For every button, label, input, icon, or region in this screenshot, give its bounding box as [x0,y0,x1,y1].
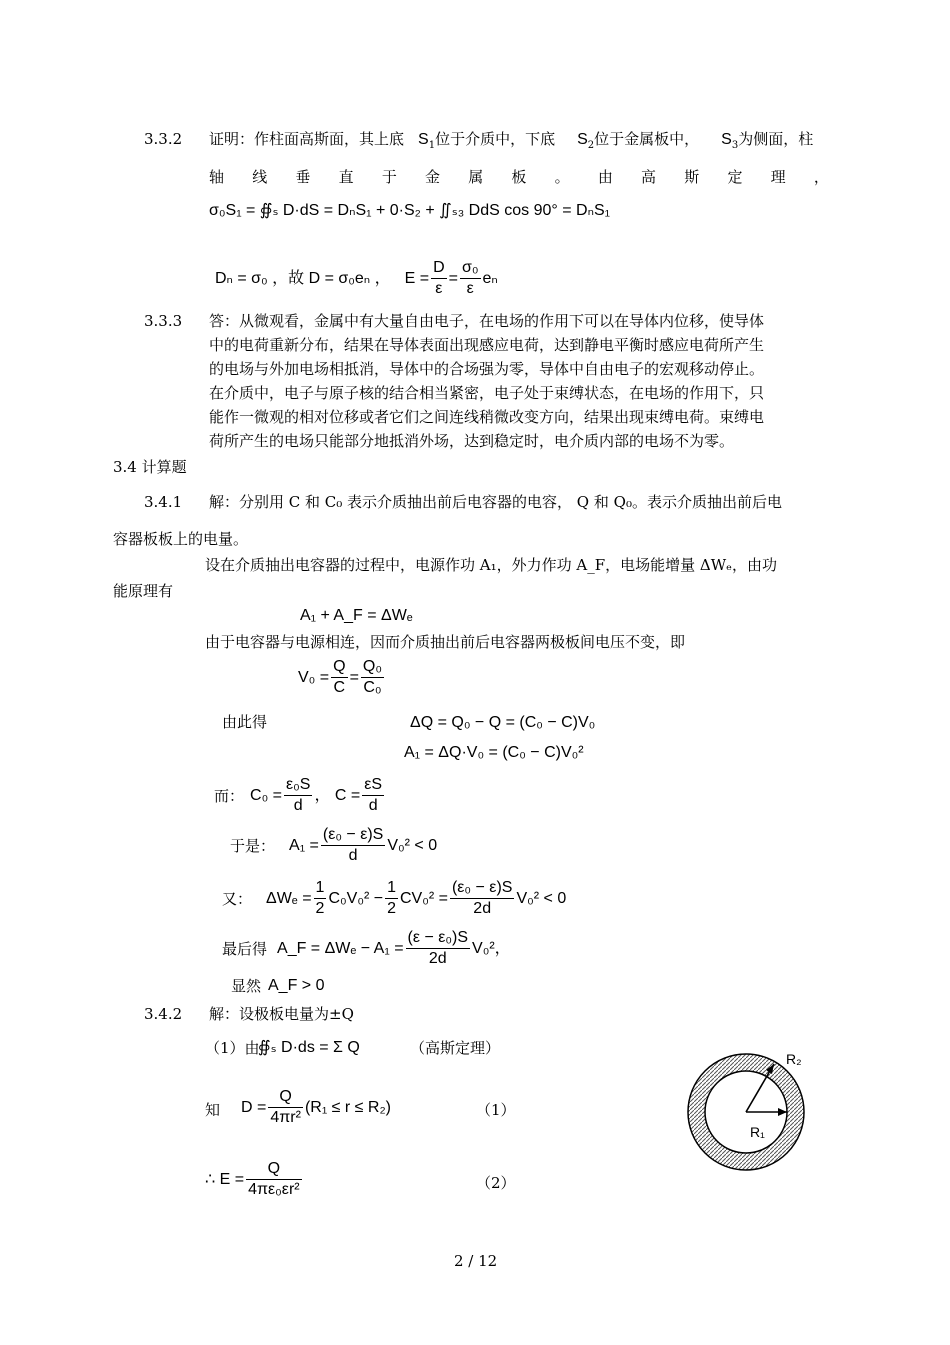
solution-3-4-2-line-1: 解：设极板电量为±Q [209,1005,354,1023]
page-number: 2 / 12 [454,1252,498,1270]
know-label: 知 [205,1101,221,1119]
gauss-law-equation: ∯ₛ D·ds = Σ Q [258,1039,360,1056]
gauss-law-note: （高斯定理） [410,1039,501,1057]
justified-char: 于 [381,168,397,186]
voltage-equation: V₀ = $\frac{Q}{C}$ = $\frac{\text{Q₀}}{\text{C₀}}$ [298,658,382,696]
conclusion-label: 显然 [231,977,262,995]
proof-line-1: 证明：作柱面高斯面，其上底 $S_1$位于介质中，下底 $S_2$位于金属板中， $S_3$为侧面，柱 [209,130,814,151]
work-energy-equation: A₁ + A_F = ΔWₑ [300,607,413,624]
solution-line-5: 由于电容器与电源相连，因而介质抽出前后电容器两极板间电压不变，即 [205,633,686,651]
justified-char: 斯 [684,168,700,186]
justified-char: 板 [511,168,527,186]
external-work-equation: 最后得 A_F = ΔWₑ − A₁ = $\frac{\text{(ε − ε₀)S}}{2d}$ V₀²， [222,929,511,967]
equation-tag-1: （1） [476,1101,516,1119]
solution-line-1: 解：分别用 C 和 C₀ 表示介质抽出前后电容器的电容， Q 和 Q₀。表示介质抽出前后电 [209,493,782,511]
derive-label: 由此得 [222,713,268,731]
section-number-3-4-1: 3.4.1 [144,493,183,511]
section-heading-3-4: 3.4 计算题 [113,458,187,476]
justified-char: 轴 [209,168,225,186]
r2-label: R₂ [786,1051,802,1067]
field-equation: Dₙ = σ₀ ，故 D = σ₀eₙ ， E = $\frac{D}{\varepsilon}$ = $\frac{\text{σ₀}}{\varepsilon}$ eₙ [215,259,498,297]
proof-line-2-justified [209,166,829,187]
solution-line-3: 设在介质抽出电容器的过程中，电源作功 A₁，外力作功 A_F，电场能增量 ΔWₑ，由功 [205,556,777,574]
justified-char: 由 [597,168,613,186]
solution-line-4: 能原理有 [113,582,174,600]
section-number-3-3-3: 3.3.3 [144,312,183,330]
justified-char: 属 [468,168,484,186]
justified-char: 直 [338,168,354,186]
justified-char: 理 [770,168,786,186]
justified-char: ， [813,168,829,186]
justified-char: 。 [554,168,570,186]
energy-change-equation: 又： ΔWₑ = $\frac{1}{2}$ C₀V₀² − $\frac{1}{2}$ CV₀² = $\frac{\text{(ε₀ − ε)S}}{2d}$ V₀² < 0 [222,879,567,917]
equation-tag-2: （2） [476,1174,516,1192]
af-positive: A_F > 0 [268,977,325,994]
gauss-step-label: （1）由 [205,1039,260,1057]
delta-q-equation: ΔQ = Q₀ − Q = (C₀ − C)V₀ [410,714,596,731]
capacitance-equation: 而： C₀ = $\frac{\text{ε₀S}}{d}$ ， C = $\frac{\varepsilon S}{d}$ [214,776,383,814]
justified-char: 高 [641,168,657,186]
justified-char: 线 [252,168,268,186]
a1-result-equation: 于是： A₁ = $\frac{\text{(ε₀ − ε)S}}{d}$ V₀² < 0 [230,826,438,864]
justified-char: 金 [425,168,441,186]
d-field-equation: D = $\frac{Q}{\text{4πr²}}$ (R₁ ≤ r ≤ R₂) [241,1088,391,1126]
solution-line-2: 容器板板上的电量。 [113,530,249,548]
gauss-equation: σ₀S₁ = ∯ₛ D·dS = DₙS₁ + 0·S₂ + ∬ₛ₃ DdS cos 90° = DₙS₁ [209,202,611,219]
answer-paragraph-3-3-3: 答：从微观看，金属中有大量自由电子，在电场的作用下可以在导体内位移，使导体中的电荷重新分布，结果在导体表面出现感应电荷，达到静电平衡时感应电荷所产生的电场与外加电场相抵消，导体中的合场强为零，导体中自由电子的宏观移动停止。在介质中，电子与原子核的结合相当紧密，电子处于束缚状态，在电场的作用下，只能作一微观的相对位移或者它们之间连线稍微改变方向，结果出现束缚电荷。束缚电荷所产生的电场只能部分地抵消外场，达到稳定时，电介质内部的电场不为零。 [209,312,765,450]
r1-label: R₁ [750,1124,765,1140]
section-number-3-3-2: 3.3.2 [144,130,183,148]
e-field-equation: ∴ E = $\frac{Q}{\text{4πε₀εr²}}$ [205,1160,300,1198]
section-number-3-4-2: 3.4.2 [144,1005,183,1023]
justified-char: 垂 [295,168,311,186]
a1-equation: A₁ = ΔQ·V₀ = (C₀ − C)V₀² [404,744,584,761]
justified-char: 定 [727,168,743,186]
